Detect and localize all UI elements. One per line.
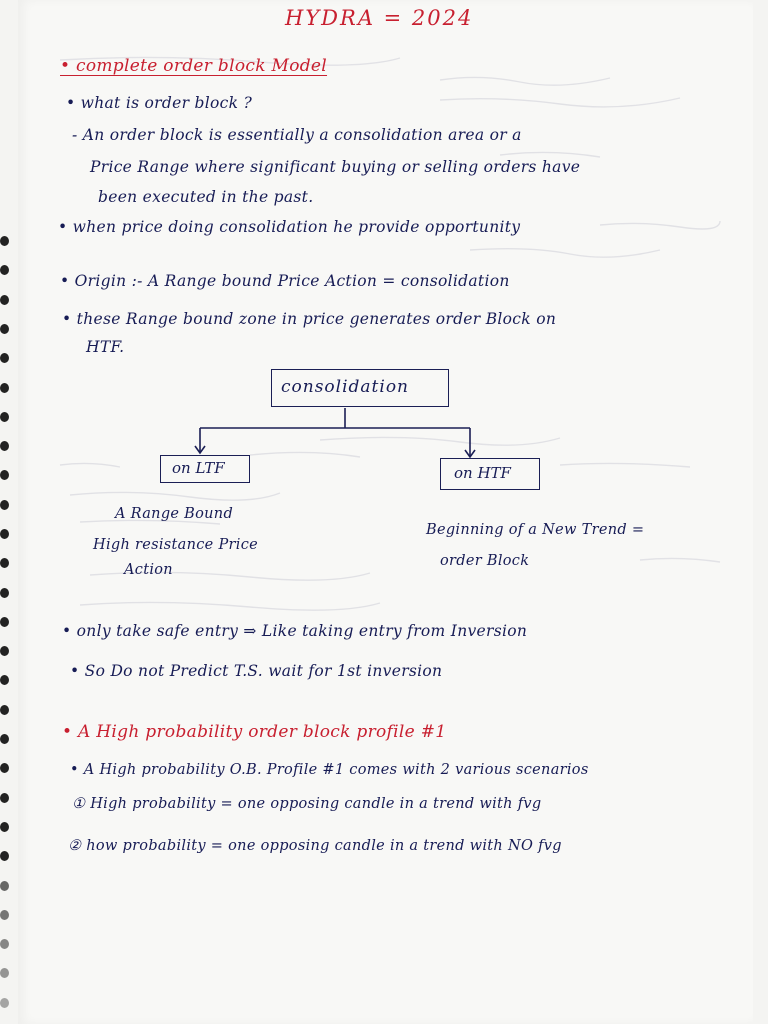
htf-label: on HTF — [454, 464, 511, 482]
htf-description-1: Beginning of a New Trend = — [426, 522, 645, 538]
definition-line-3: been executed in the past. — [98, 188, 314, 206]
range-bound-line-2: HTF. — [86, 338, 125, 356]
consolidation-label: consolidation — [281, 377, 410, 397]
range-bound-line-1: • these Range bound zone in price generates order Block on — [62, 310, 557, 328]
definition-line-2: Price Range where significant buying or selling orders have — [90, 158, 581, 176]
ltf-description-3: Action — [124, 562, 173, 578]
inversion-note: • So Do not Predict T.S. wait for 1st inversion — [70, 662, 443, 680]
safe-entry-note: • only take safe entry ⇒ Like taking entry from Inversion — [62, 622, 528, 640]
question-line: • what is order block ? — [66, 94, 253, 112]
low-probability-line: ② how probability = one opposing candle in a trend with NO fvg — [68, 838, 562, 854]
consolidation-note: • when price doing consolidation he provide opportunity — [58, 218, 521, 236]
ltf-label: on LTF — [172, 459, 225, 477]
ltf-description-2: High resistance Price — [93, 537, 258, 553]
ltf-description-1: A Range Bound — [115, 506, 234, 522]
profile-heading: • A High probability order block profile #1 — [62, 722, 447, 742]
page-title: HYDRA = 2024 — [285, 6, 474, 30]
section-heading: • complete order block Model — [60, 56, 328, 76]
high-probability-line: ① High probability = one opposing candle in a trend with fvg — [72, 796, 542, 812]
origin-line: • Origin :- A Range bound Price Action = consolidation — [60, 272, 510, 290]
htf-description-2: order Block — [440, 553, 530, 569]
profile-scenarios-line: • A High probability O.B. Profile #1 comes with 2 various scenarios — [70, 762, 589, 778]
definition-line-1: - An order block is essentially a consolidation area or a — [72, 126, 522, 144]
